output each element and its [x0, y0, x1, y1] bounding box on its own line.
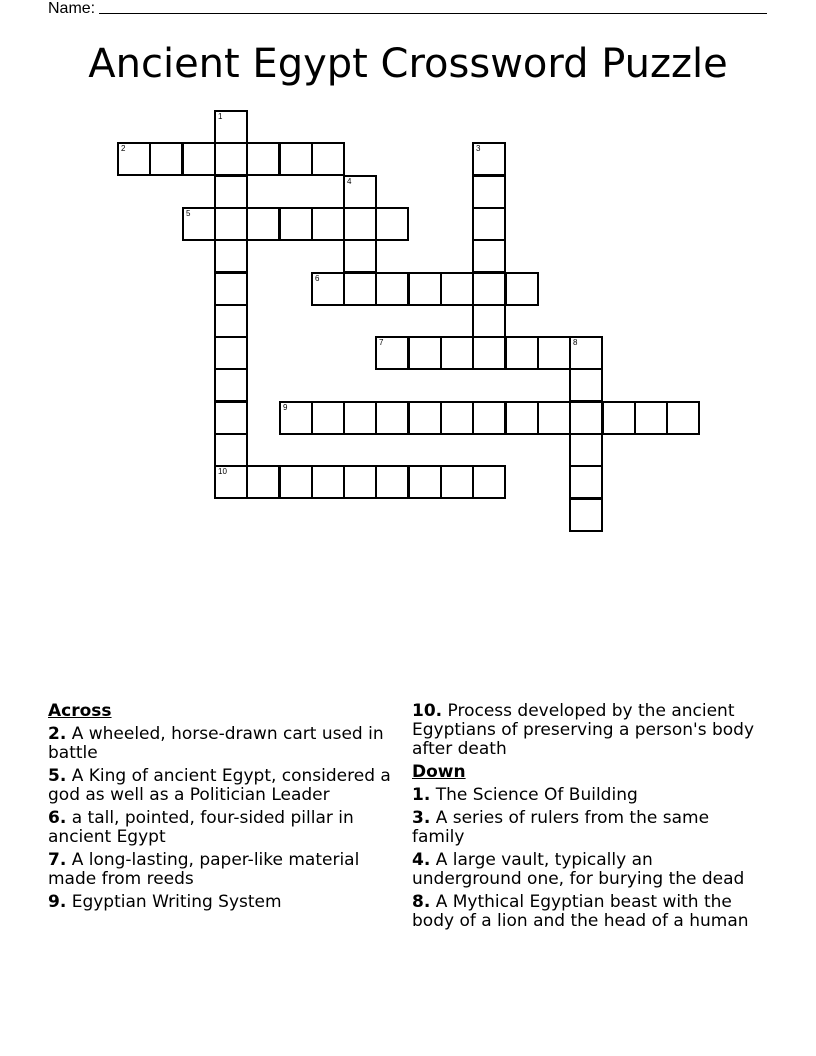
grid-cell[interactable]: [311, 142, 345, 176]
grid-cell[interactable]: [569, 433, 603, 467]
grid-cell[interactable]: [311, 465, 345, 499]
cell-number: 1: [218, 112, 223, 121]
grid-cell[interactable]: [440, 336, 474, 370]
down-clue-1: [412, 786, 764, 805]
grid-cell[interactable]: [343, 465, 377, 499]
grid-cell[interactable]: [472, 401, 506, 435]
grid-cell[interactable]: [311, 401, 345, 435]
down-clue-3: [412, 809, 764, 847]
across-clue-2: [48, 725, 400, 763]
grid-cell[interactable]: [440, 272, 474, 306]
clue-number: 1.: [412, 785, 431, 805]
grid-cell[interactable]: [408, 272, 442, 306]
grid-cell[interactable]: [440, 401, 474, 435]
grid-cell[interactable]: [375, 207, 409, 241]
grid-cell[interactable]: [440, 465, 474, 499]
grid-cell[interactable]: [505, 336, 539, 370]
grid-cell[interactable]: [149, 142, 183, 176]
grid-cell[interactable]: [472, 272, 506, 306]
down-clue-8: [412, 893, 764, 931]
grid-cell[interactable]: [214, 401, 248, 435]
clue-number: 8.: [412, 892, 431, 912]
grid-cell[interactable]: [569, 498, 603, 532]
grid-cell[interactable]: [472, 142, 506, 176]
clue-text: A long-lasting, paper-like material made from reeds: [48, 850, 360, 889]
clue-number: 10.: [412, 701, 443, 721]
grid-cell[interactable]: [343, 272, 377, 306]
down-clue-4: [412, 851, 764, 889]
grid-cell[interactable]: [279, 142, 313, 176]
grid-cell[interactable]: [214, 368, 248, 402]
clue-text: A Mythical Egyptian beast with the body of a lion and the head of a human: [412, 892, 749, 931]
grid-cell[interactable]: [214, 142, 248, 176]
grid-cell[interactable]: [343, 239, 377, 273]
across-heading: Across: [48, 701, 112, 721]
clue-text: Egyptian Writing System: [71, 892, 282, 912]
grid-cell[interactable]: [343, 401, 377, 435]
grid-cell[interactable]: [505, 401, 539, 435]
grid-cell[interactable]: [214, 239, 248, 273]
grid-cell[interactable]: [117, 142, 151, 176]
clue-number: 5.: [48, 766, 67, 786]
grid-cell[interactable]: [279, 465, 313, 499]
across-clue-7: [48, 851, 400, 889]
grid-cell[interactable]: [279, 401, 313, 435]
grid-cell[interactable]: [408, 336, 442, 370]
clue-number: 6.: [48, 808, 67, 828]
cell-number: 7: [379, 338, 384, 347]
grid-cell[interactable]: [214, 272, 248, 306]
grid-cell[interactable]: [182, 142, 216, 176]
cell-number: 2: [121, 144, 126, 153]
grid-cell[interactable]: [246, 465, 280, 499]
cell-number: 4: [347, 177, 352, 186]
clue-text: Process developed by the ancient Egyptians of preserving a person's body after death: [412, 701, 755, 759]
grid-cell[interactable]: [246, 142, 280, 176]
grid-cell[interactable]: [537, 401, 571, 435]
name-label: Name:: [48, 0, 96, 17]
across-clue-10: [412, 702, 764, 759]
grid-cell[interactable]: [408, 465, 442, 499]
clues-column-left: [48, 702, 400, 916]
grid-cell[interactable]: [375, 465, 409, 499]
grid-cell[interactable]: [472, 465, 506, 499]
clue-text: The Science Of Building: [435, 785, 638, 805]
cell-number: 10: [218, 467, 227, 476]
grid-cell[interactable]: [472, 239, 506, 273]
grid-cell[interactable]: [375, 401, 409, 435]
clue-number: 4.: [412, 850, 431, 870]
grid-cell[interactable]: [472, 304, 506, 338]
grid-cell[interactable]: [472, 207, 506, 241]
clue-text: A King of ancient Egypt, considered a god as well as a Politician Leader: [48, 766, 391, 805]
grid-cell[interactable]: [634, 401, 668, 435]
grid-cell[interactable]: [311, 207, 345, 241]
grid-cell[interactable]: [343, 207, 377, 241]
grid-cell[interactable]: [279, 207, 313, 241]
grid-cell[interactable]: [602, 401, 636, 435]
across-clue-9: [48, 893, 400, 912]
grid-cell[interactable]: [569, 465, 603, 499]
down-heading: Down: [412, 762, 466, 782]
grid-cell[interactable]: [569, 368, 603, 402]
clue-number: 3.: [412, 808, 431, 828]
grid-cell[interactable]: [569, 401, 603, 435]
grid-cell[interactable]: [182, 207, 216, 241]
puzzle-title: Ancient Egypt Crossword Puzzle: [88, 41, 728, 87]
grid-cell[interactable]: [537, 336, 571, 370]
clues-column-right: [412, 702, 764, 935]
clue-text: A series of rulers from the same family: [412, 808, 710, 847]
grid-cell[interactable]: [214, 175, 248, 209]
grid-cell[interactable]: [214, 465, 248, 499]
grid-cell[interactable]: [375, 272, 409, 306]
clue-text: A wheeled, horse-drawn cart used in battle: [48, 724, 384, 763]
grid-cell[interactable]: [311, 272, 345, 306]
clue-text: A large vault, typically an underground one, for burying the dead: [412, 850, 745, 889]
grid-cell[interactable]: [569, 336, 603, 370]
cell-number: 8: [573, 338, 578, 347]
grid-cell[interactable]: [246, 207, 280, 241]
clue-text: a tall, pointed, four-sided pillar in ancient Egypt: [48, 808, 354, 847]
grid-cell[interactable]: [505, 272, 539, 306]
cell-number: 3: [476, 144, 481, 153]
clue-number: 2.: [48, 724, 67, 744]
across-clue-5: [48, 767, 400, 805]
clue-number: 9.: [48, 892, 67, 912]
grid-cell[interactable]: [472, 336, 506, 370]
grid-cell[interactable]: [408, 401, 442, 435]
grid-cell[interactable]: [472, 175, 506, 209]
clue-number: 7.: [48, 850, 67, 870]
grid-cell[interactable]: [214, 433, 248, 467]
cell-number: 9: [283, 403, 288, 412]
cell-number: 6: [315, 274, 320, 283]
grid-cell[interactable]: [375, 336, 409, 370]
grid-cell[interactable]: [214, 304, 248, 338]
cell-number: 5: [186, 209, 191, 218]
grid-cell[interactable]: [214, 110, 248, 144]
grid-cell[interactable]: [214, 207, 248, 241]
grid-cell[interactable]: [343, 175, 377, 209]
grid-cell[interactable]: [666, 401, 700, 435]
grid-cell[interactable]: [214, 336, 248, 370]
across-clue-6: [48, 809, 400, 847]
